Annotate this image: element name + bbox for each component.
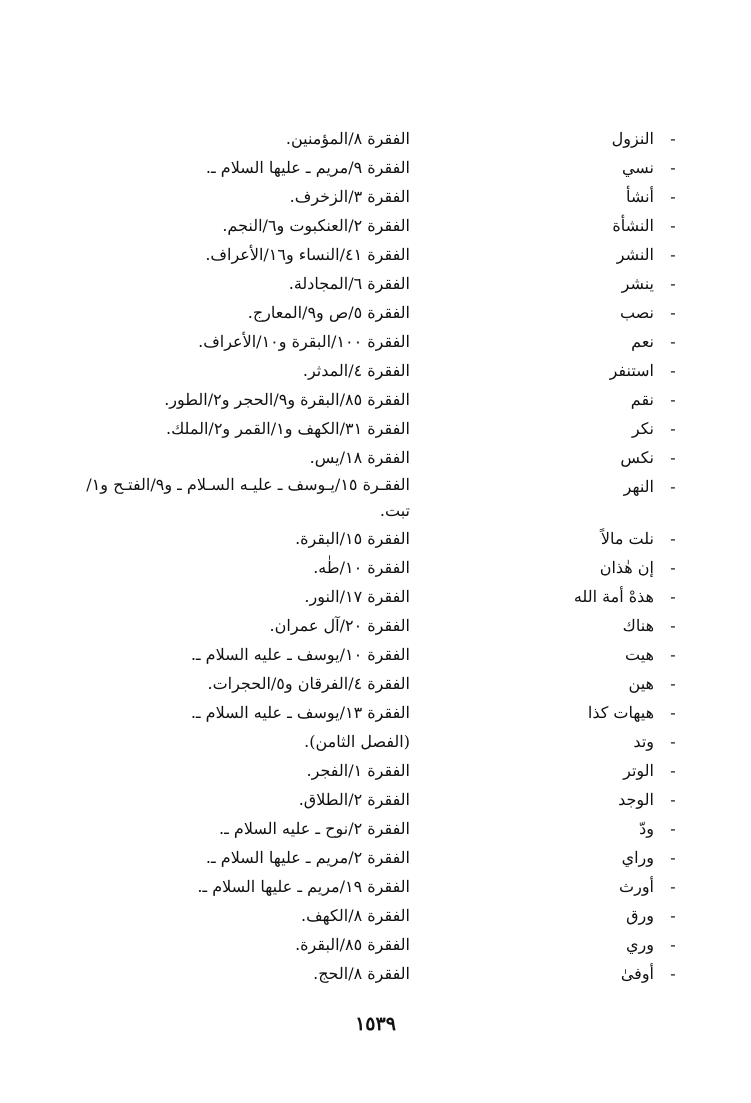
entry-dash: - — [670, 848, 676, 867]
entry-dash: - — [670, 216, 676, 235]
entry-term: هيت — [625, 645, 654, 664]
entry-reference: الفقرة ٦/المجادلة. — [288, 274, 410, 293]
entry-dash: - — [670, 390, 676, 409]
index-entry — [60, 524, 680, 553]
entry-reference: الفقرة ٤/الفرقان و٥/الحجرات. — [207, 674, 410, 693]
entry-reference: الفقرة ٢/نوح ـ عليه السلام ـ. — [219, 819, 410, 838]
entry-term: النهر — [623, 477, 654, 496]
entry-dash: - — [670, 558, 676, 577]
entry-dash: - — [670, 529, 676, 548]
entry-reference: الفقرة ٨٥/البقرة و٩/الحجر و٢/الطور. — [164, 390, 410, 409]
entry-reference: الفقرة ١٧/النور. — [304, 587, 410, 606]
entry-reference: الفقرة ١٥/البقرة. — [295, 529, 410, 548]
entry-reference: الفقرة ٢/الطلاق. — [298, 790, 410, 809]
entry-dash: - — [670, 361, 676, 380]
entry-reference: الفقرة ٣١/الكهف و١/القمر و٢/الملك. — [165, 419, 410, 438]
entry-term: نقم — [630, 390, 654, 409]
entry-reference: الفقرة ٩/مريم ـ عليها السلام ـ. — [205, 158, 410, 177]
page-number: ١٥٣٩ — [355, 1013, 396, 1035]
entry-dash: - — [670, 761, 676, 780]
entry-term: ورق — [626, 906, 654, 925]
entry-reference: الفقرة ٥/ص و٩/المعارج. — [247, 303, 410, 322]
index-entry — [60, 698, 680, 727]
index-entry — [60, 472, 680, 524]
entry-reference: الفقرة ١٠٠/البقرة و١٠/الأعراف. — [198, 332, 410, 351]
entry-dash: - — [670, 245, 676, 264]
index-entry — [60, 901, 680, 930]
entry-dash: - — [670, 703, 676, 722]
entry-term: الوجد — [618, 790, 654, 809]
index-entry — [60, 182, 680, 211]
entry-dash: - — [670, 587, 676, 606]
entry-term: ودّ — [639, 819, 654, 838]
entry-term: استنفر — [609, 361, 654, 380]
entry-dash: - — [670, 303, 676, 322]
entry-term: نكر — [631, 419, 654, 438]
entry-dash: - — [670, 819, 676, 838]
index-entry — [60, 269, 680, 298]
index-entry — [60, 240, 680, 269]
index-entry — [60, 785, 680, 814]
entry-dash: - — [670, 674, 676, 693]
entry-reference: الفقرة ١٩/مريم ـ عليها السلام ـ. — [197, 877, 410, 896]
entry-dash: - — [670, 419, 676, 438]
entry-term: أنشأ — [625, 187, 654, 206]
entry-reference: الفقرة ١٠/يوسف ـ عليه السلام ـ. — [190, 645, 410, 664]
entry-reference: الفقـرة ١٥/يـوسف ـ عليـه السـلام ـ و٩/الفتـح و١/تبت. — [86, 475, 410, 520]
index-entry — [60, 327, 680, 356]
entry-reference: الفقرة ٤١/النساء و١٦/الأعراف. — [205, 245, 410, 264]
index-entry — [60, 582, 680, 611]
entry-reference: الفقرة ٨٥/البقرة. — [295, 935, 410, 954]
entry-term: النزول — [611, 129, 654, 148]
index-entry — [60, 385, 680, 414]
entry-dash: - — [670, 332, 676, 351]
entry-term: إن هٰذان — [599, 558, 654, 577]
index-entry — [60, 843, 680, 872]
index-entry — [60, 756, 680, 785]
index-entry — [60, 211, 680, 240]
entry-reference: الفقرة ٨/المؤمنين. — [285, 129, 410, 148]
index-entry — [60, 153, 680, 182]
index-entry — [60, 356, 680, 385]
entry-term: ينشر — [621, 274, 654, 293]
entry-reference: الفقرة ٨/الحج. — [313, 964, 410, 983]
entry-term: النشأة — [612, 216, 654, 235]
entry-reference: الفقرة ١٠/طٰه. — [313, 558, 410, 577]
entry-reference: الفقرة ٤/المدثر. — [302, 361, 410, 380]
entry-term: النشر — [616, 245, 654, 264]
index-entry — [60, 553, 680, 582]
entry-dash: - — [670, 790, 676, 809]
entry-dash: - — [670, 906, 676, 925]
entry-term: نصب — [619, 303, 654, 322]
index-entry — [60, 669, 680, 698]
index-entry — [60, 443, 680, 472]
entry-term: نلت مالاً — [600, 529, 654, 548]
entry-term: نكس — [620, 448, 654, 467]
entry-dash: - — [670, 477, 676, 496]
index-entry — [60, 872, 680, 901]
index-entry — [60, 414, 680, 443]
entry-reference: الفقرة ١/الفجر. — [306, 761, 410, 780]
entry-dash: - — [670, 616, 676, 635]
entry-term: هذهْ أمة الله — [573, 587, 654, 606]
index-entry — [60, 727, 680, 756]
index-entry — [60, 611, 680, 640]
entry-dash: - — [670, 129, 676, 148]
index-entry — [60, 959, 680, 988]
entry-dash: - — [670, 448, 676, 467]
entry-reference: الفقرة ٢/مريم ـ عليها السلام ـ. — [205, 848, 410, 867]
index-entries — [60, 124, 680, 988]
entry-dash: - — [670, 158, 676, 177]
entry-dash: - — [670, 964, 676, 983]
index-entry — [60, 814, 680, 843]
entry-term: وتد — [633, 732, 654, 751]
entry-term: وراي — [621, 848, 654, 867]
entry-term: الوتر — [623, 761, 654, 780]
entry-reference: الفقرة ٣/الزخرف. — [289, 187, 410, 206]
entry-dash: - — [670, 187, 676, 206]
entry-term: نسي — [621, 158, 654, 177]
entry-reference: الفقرة ٨/الكهف. — [301, 906, 410, 925]
entry-dash: - — [670, 645, 676, 664]
entry-reference: الفقرة ١٨/يس. — [309, 448, 410, 467]
entry-dash: - — [670, 274, 676, 293]
entry-dash: - — [670, 935, 676, 954]
entry-term: هيهات كذا — [587, 703, 654, 722]
index-entry — [60, 930, 680, 959]
entry-reference: (الفصل الثامن). — [304, 732, 410, 751]
entry-term: هناك — [622, 616, 654, 635]
entry-reference: الفقرة ١٣/يوسف ـ عليه السلام ـ. — [190, 703, 410, 722]
entry-reference: الفقرة ٢/العنكبوت و٦/النجم. — [222, 216, 410, 235]
entry-term: نعم — [631, 332, 654, 351]
entry-reference: الفقرة ٢٠/آل عمران. — [269, 616, 410, 635]
entry-dash: - — [670, 877, 676, 896]
entry-dash: - — [670, 732, 676, 751]
entry-term: أوفىٰ — [620, 964, 654, 983]
index-entry — [60, 298, 680, 327]
entry-term: أورث — [619, 877, 654, 896]
index-entry — [60, 640, 680, 669]
index-entry — [60, 124, 680, 153]
entry-term: هين — [628, 674, 654, 693]
entry-term: وري — [626, 935, 654, 954]
